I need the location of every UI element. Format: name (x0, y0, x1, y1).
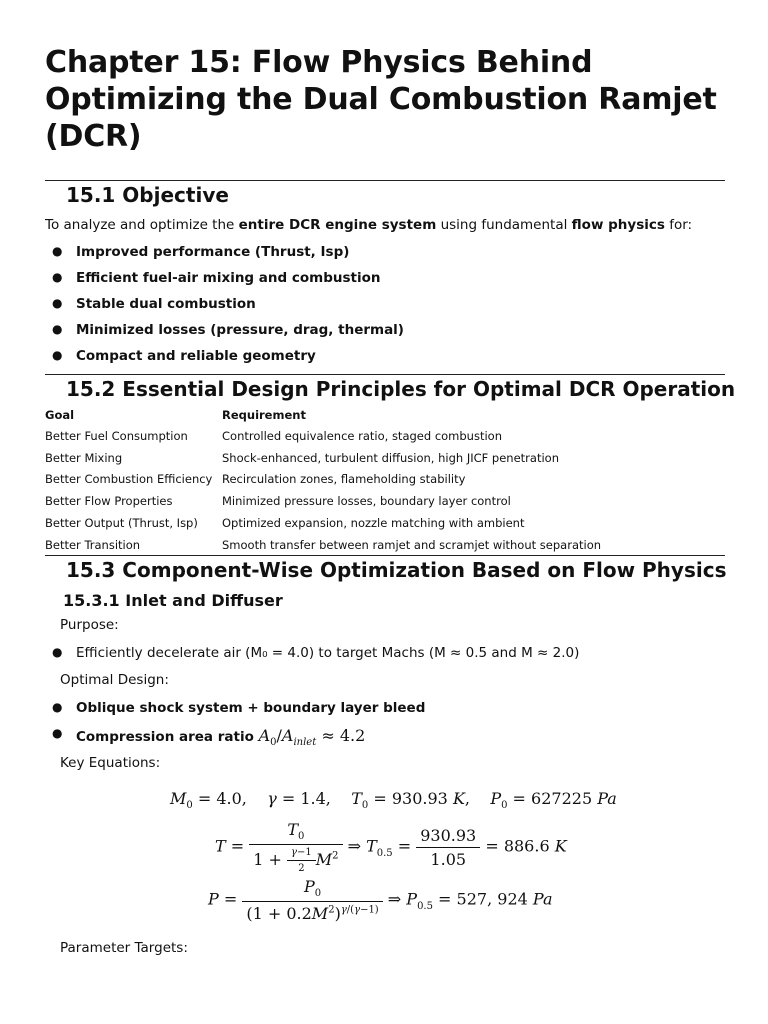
table-row (45, 469, 601, 491)
section-heading-components: 15.3 Component-Wise Optimization Based on Flow Physics (66, 558, 727, 582)
list-item: ● Compact and reliable geometry (52, 348, 316, 364)
table-row (45, 512, 601, 534)
bullet-icon: ● (52, 322, 63, 336)
table-cell: Minimized pressure losses, boundary layer control (222, 494, 511, 509)
bullet-icon: ● (52, 348, 63, 362)
table-cell: Recirculation zones, flameholding stability (222, 472, 466, 487)
area-ratio-formula: $A_0/A_{inlet} \approx 4.2$ (258, 726, 366, 749)
table-header-row (45, 405, 601, 425)
list-item: ● Efficient fuel-air mixing and combustion (52, 270, 381, 286)
purpose-label: Purpose: (60, 617, 119, 633)
list-item: ● Oblique shock system + boundary layer bleed (52, 700, 426, 716)
key-equations-label: Key Equations: (60, 755, 161, 771)
fraction: $\frac{P_0}{(1 + 0.2M^2)^{\gamma/(\gamma-1)}}$ (242, 877, 382, 923)
parameter-targets-label: Parameter Targets: (60, 940, 188, 956)
divider (45, 374, 725, 375)
table-cell: Better Output (Thrust, Isp) (45, 516, 198, 531)
table-cell: Better Transition (45, 537, 141, 552)
table-row (45, 534, 601, 556)
table-row (45, 490, 601, 512)
table-row (45, 447, 601, 469)
list-item: ● Compression area ratio $A_0/A_{inlet} \approx 4.2$ (52, 726, 366, 749)
fraction: $T_0$ 1 + $\frac{\gamma-1}{2}$ $M^2$ (249, 820, 342, 874)
equation-temperature: T = $T_0$ 1 + $\frac{\gamma-1}{2}$ $M^2$ ⇒ $T_{0.5}$ = $\frac{930.93}{1.05}$ = 886.6 K (215, 820, 567, 875)
principles-table (45, 405, 601, 556)
subsection-heading-inlet: 15.3.1 Inlet and Diffuser (63, 591, 283, 610)
table-cell: Better Flow Properties (45, 494, 173, 509)
section-heading-principles: 15.2 Essential Design Principles for Optimal DCR Operation (66, 377, 736, 401)
divider (45, 180, 725, 181)
page-title: Chapter 15: Flow Physics Behind Optimizing the Dual Combustion Ramjet (DCR) (45, 45, 717, 154)
list-item: ● Improved performance (Thrust, Isp) (52, 244, 350, 260)
equation-pressure: P = $\frac{P_0}{(1 + 0.2M^2)^{\gamma/(\gamma-1)}}$ ⇒ $P_{0.5} = 527$, 924 Pa (208, 877, 553, 924)
optimal-design-label: Optimal Design: (60, 672, 169, 688)
objective-intro: To analyze and optimize the entire DCR engine system using fundamental flow physics for: (45, 217, 693, 233)
list-item: ● Stable dual combustion (52, 296, 256, 312)
table-cell: Controlled equivalence ratio, staged combustion (222, 428, 502, 443)
table-cell: Optimized expansion, nozzle matching with ambient (222, 516, 525, 531)
bullet-icon: ● (52, 700, 63, 714)
table-cell: Better Combustion Efficiency (45, 472, 213, 487)
bullet-icon: ● (52, 645, 63, 659)
column-header-requirement: Requirement (222, 408, 306, 422)
fraction: $\frac{930.93}{1.05}$ (416, 826, 480, 869)
table-row (45, 425, 601, 447)
bullet-icon: ● (52, 296, 63, 310)
section-heading-objective: 15.1 Objective (66, 183, 229, 207)
table-cell: Shock-enhanced, turbulent diffusion, high JICF penetration (222, 450, 559, 465)
divider (45, 555, 725, 556)
bullet-icon: ● (52, 726, 63, 740)
bullet-icon: ● (52, 270, 63, 284)
list-item: ● Minimized losses (pressure, drag, thermal) (52, 322, 404, 338)
column-header-goal: Goal (45, 408, 75, 422)
equation-freestream: $M_0 = 4.0$, γ = 1.4, $T_0 = 930.93$ K, $P_0 = 627225$ Pa (170, 789, 617, 812)
table-cell: Smooth transfer between ramjet and scramjet without separation (222, 537, 602, 552)
list-item: ● Efficiently decelerate air (M₀ = 4.0) to target Machs (M ≈ 0.5 and M ≈ 2.0) (52, 645, 580, 661)
bullet-icon: ● (52, 244, 63, 258)
table-cell: Better Mixing (45, 450, 123, 465)
table-cell: Better Fuel Consumption (45, 428, 188, 443)
